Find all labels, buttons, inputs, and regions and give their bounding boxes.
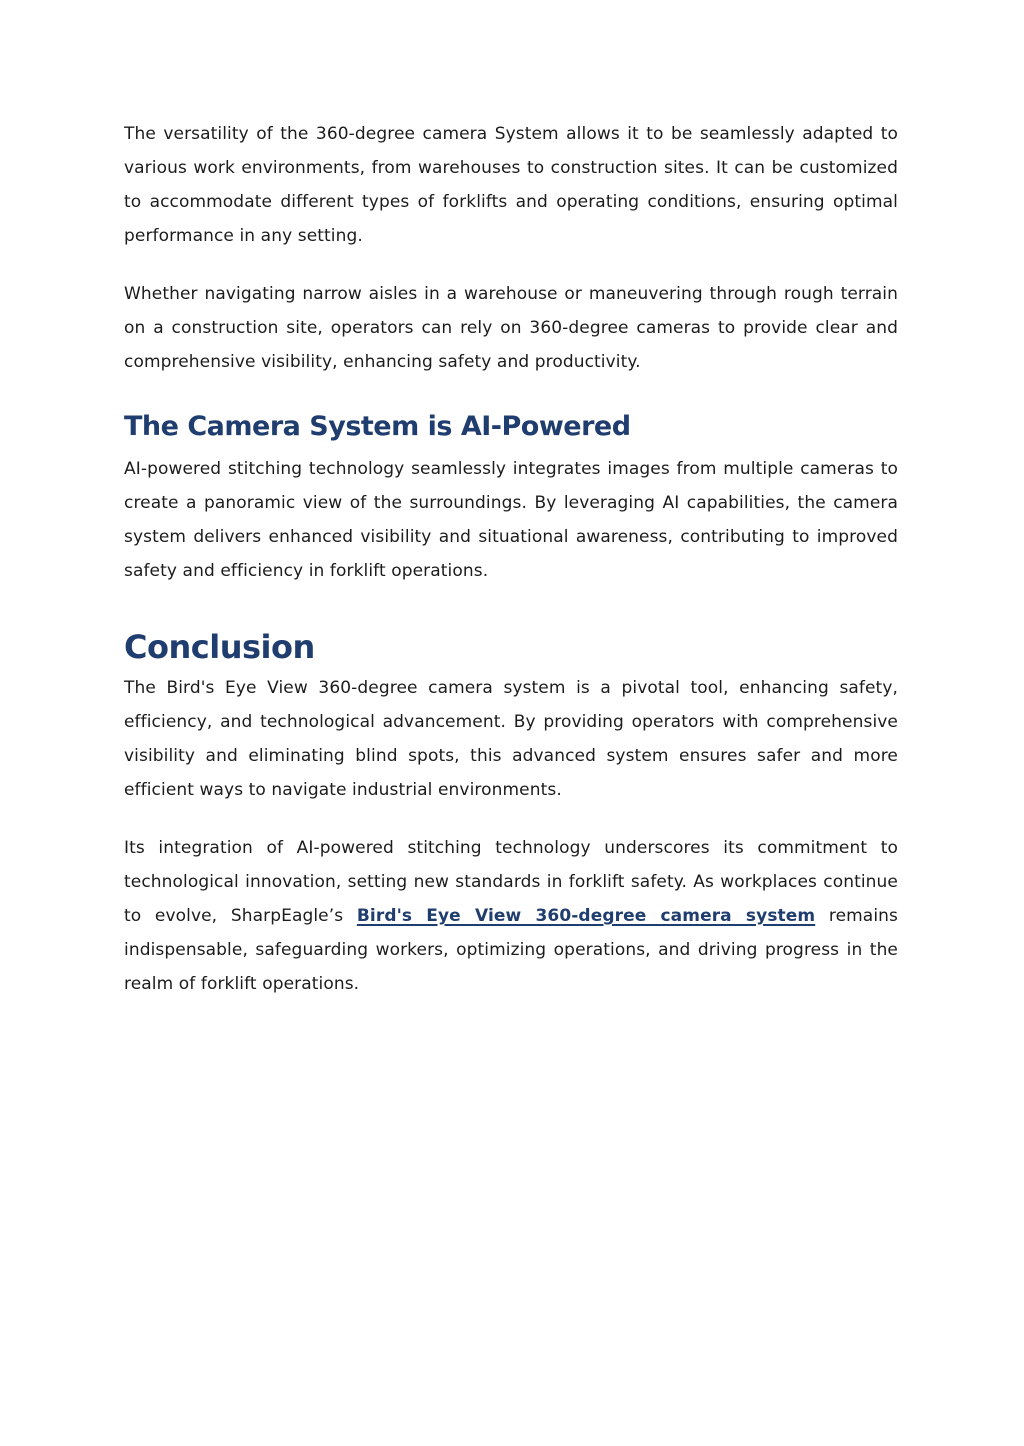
conclusion-heading: Conclusion	[124, 628, 315, 666]
conclusion-text-before-link: Its integration of AI-powered stitching technology underscores its commitment to technological innovation, setting new standards in forklift safety. As workplaces continue to evolve, SharpEagle’s	[124, 838, 898, 926]
conclusion-paragraph-2	[124, 831, 898, 1001]
section-heading-ai-powered: The Camera System is AI-Powered	[124, 411, 631, 442]
section-paragraph-ai-powered: AI-powered stitching technology seamlessly integrates images from multiple cameras to create a panoramic view of the surroundings. By leveraging AI capabilities, the camera system delivers enhanced visibility and situational awareness, contributing to improved safety and efficiency in forklift operations.	[124, 459, 898, 581]
conclusion-paragraph-1: The Bird's Eye View 360-degree camera system is a pivotal tool, enhancing safety, efficiency, and technological advancement. By providing operators with comprehensive visibility and eliminating blind spots, this advanced system ensures safer and more efficient ways to navigate industrial environments.	[124, 678, 898, 800]
birds-eye-view-camera-link[interactable]: Bird's Eye View 360-degree camera system	[356, 906, 816, 926]
document-page	[124, 117, 898, 1001]
intro-paragraph-navigation: Whether navigating narrow aisles in a warehouse or maneuvering through rough terrain on a construction site, operators can rely on 360-degree cameras to provide clear and comprehensive visibility, enhancing safety and productivity.	[124, 284, 898, 372]
intro-paragraph-versatility: The versatility of the 360-degree camera System allows it to be seamlessly adapted to various work environments, from warehouses to construction sites. It can be customized to accommodate different types of forklifts and operating conditions, ensuring optimal performance in any setting.	[124, 124, 898, 246]
conclusion-text-after-link: remains indispensable, safeguarding workers, optimizing operations, and driving progress in the realm of forklift operations.	[124, 906, 898, 994]
